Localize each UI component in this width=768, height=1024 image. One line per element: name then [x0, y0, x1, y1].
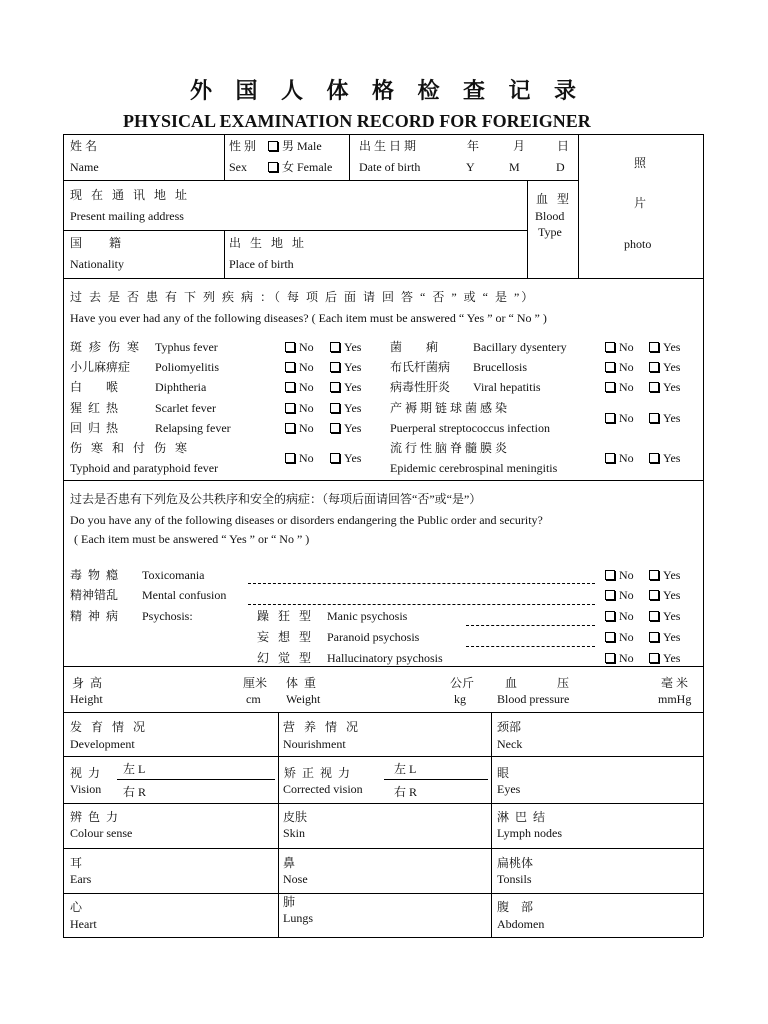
bp-label-en: Blood pressure: [497, 692, 570, 706]
no-label: No: [619, 568, 634, 582]
checkbox-icon: [330, 453, 340, 463]
answer-line: [248, 604, 595, 605]
disease-label-en: Puerperal streptococcus infection: [390, 421, 550, 435]
no-label: No: [619, 340, 634, 354]
eyes-label-en: Eyes: [497, 782, 521, 796]
checkbox-icon: [649, 342, 659, 352]
bp-label-zh1: 血: [505, 676, 518, 690]
yes-label: Yes: [663, 360, 681, 374]
checkbox-icon: [605, 382, 615, 392]
yes-checkbox[interactable]: [649, 588, 680, 602]
dob-day: D: [556, 160, 565, 174]
disease-label-en: Viral hepatitis: [473, 380, 541, 394]
disorder-label-en: Mental confusion: [142, 588, 227, 602]
yes-label: Yes: [663, 588, 681, 602]
answer-line: [466, 625, 595, 626]
checkbox-icon: [330, 423, 340, 433]
development-label-zh: 发 育 情 况: [70, 720, 149, 734]
nose-label-en: Nose: [283, 872, 308, 886]
checkbox-icon: [605, 362, 615, 372]
sex-male-option[interactable]: [268, 139, 322, 153]
yes-label: Yes: [663, 651, 681, 665]
bp-unit-zh: 毫 米: [661, 676, 689, 690]
checkbox-icon: [605, 653, 615, 663]
no-checkbox[interactable]: [605, 609, 634, 623]
tonsils-label-zh: 扁桃体: [497, 856, 534, 870]
height-unit: cm: [246, 692, 261, 706]
checkbox-icon: [605, 453, 615, 463]
name-label-zh: 姓名: [70, 139, 101, 153]
no-label: No: [299, 451, 314, 465]
ears-label-zh: 耳: [70, 856, 83, 870]
checkbox-icon: [330, 403, 340, 413]
no-checkbox[interactable]: [605, 630, 634, 644]
photo-label-en: photo: [624, 237, 652, 251]
corrected-vision-label-zh: 矫 正 视 力: [284, 766, 351, 780]
yes-checkbox[interactable]: [330, 401, 361, 415]
no-checkbox[interactable]: [605, 651, 634, 665]
dob-month: M: [509, 160, 520, 174]
no-label: No: [619, 609, 634, 623]
yes-checkbox[interactable]: [330, 451, 361, 465]
section1-heading-zh: 过 去 是 否 患 有 下 列 疾 病 ：（ 每 项 后 面 请 回 答 “ 否 ” 或 “ 是 ”）: [70, 290, 536, 304]
nationality-label-zh: 国 籍: [70, 236, 124, 250]
disease-label-zh: 布氏杆菌病: [390, 360, 451, 374]
no-label: No: [619, 588, 634, 602]
blood-type-label-zh: 血 型: [536, 192, 573, 206]
disease-label-en: Diphtheria: [155, 380, 207, 394]
disease-label-zh: 小儿麻痹症: [70, 360, 131, 374]
no-label: No: [619, 411, 634, 425]
yes-label: Yes: [344, 401, 362, 415]
answer-line: [248, 583, 595, 584]
checkbox-icon: [605, 413, 615, 423]
vision-left: 左 L: [123, 762, 146, 776]
no-checkbox[interactable]: [285, 451, 314, 465]
disease-label-zh: 产 褥 期 链 球 菌 感 染: [390, 401, 508, 415]
title-english: PHYSICAL EXAMINATION RECORD FOR FOREIGNER: [123, 111, 591, 131]
nourishment-label-en: Nourishment: [283, 737, 346, 751]
disease-label-en: Typhus fever: [155, 340, 218, 354]
weight-label-en: Weight: [286, 692, 321, 706]
yes-checkbox[interactable]: [330, 360, 361, 374]
tonsils-label-en: Tonsils: [497, 872, 532, 886]
yes-label: Yes: [663, 630, 681, 644]
psychosis-type-en: Paranoid psychosis: [327, 630, 420, 644]
dob-label-zh: 出生日期: [359, 139, 420, 153]
no-label: No: [299, 401, 314, 415]
disorder-label-en: Psychosis:: [142, 609, 193, 623]
yes-checkbox[interactable]: [649, 609, 680, 623]
photo-label-zh2: 片: [634, 196, 647, 210]
section2-heading-en2: ( Each item must be answered “ Yes ” or “ No ” ): [74, 532, 310, 546]
no-label: No: [619, 380, 634, 394]
disorder-label-zh: 精 神 病: [70, 609, 119, 623]
corrected-vision-divider: [384, 779, 488, 780]
checkbox-icon: [605, 570, 615, 580]
no-checkbox[interactable]: [605, 411, 634, 425]
no-checkbox[interactable]: [605, 588, 634, 602]
nourishment-label-zh: 营 养 情 况: [283, 720, 362, 734]
yes-checkbox[interactable]: [649, 380, 680, 394]
no-checkbox[interactable]: [605, 380, 634, 394]
corrected-vision-left: 左 L: [394, 762, 417, 776]
disease-label-en: Epidemic cerebrospinal meningitis: [390, 461, 558, 475]
checkbox-icon: [285, 453, 295, 463]
dob-day-zh: 日: [557, 139, 570, 153]
checkbox-icon: [285, 403, 295, 413]
section2-heading-en1: Do you have any of the following diseases or disorders endangering the Public order and security?: [70, 513, 543, 527]
disorder-label-en: Toxicomania: [142, 568, 205, 582]
sex-female-option[interactable]: [268, 160, 332, 174]
yes-checkbox[interactable]: [330, 380, 361, 394]
checkbox-icon: [285, 382, 295, 392]
checkbox-icon: [605, 632, 615, 642]
address-label-en: Present mailing address: [70, 209, 184, 223]
title-chinese: 外 国 人 体 格 检 查 记 录: [190, 78, 586, 103]
checkbox-icon: [649, 570, 659, 580]
blood-type-label-en1: Blood: [535, 209, 565, 223]
no-checkbox[interactable]: [605, 340, 634, 354]
development-label-en: Development: [70, 737, 135, 751]
sex-female-label: 女 Female: [282, 160, 333, 174]
height-unit-zh: 厘米: [243, 676, 268, 690]
disorder-label-zh: 毒 物 瘾: [70, 568, 119, 582]
checkbox-icon: [330, 362, 340, 372]
checkbox-icon: [649, 382, 659, 392]
yes-label: Yes: [344, 340, 362, 354]
disorder-label-zh: 精神错乱: [70, 588, 119, 602]
no-checkbox[interactable]: [285, 380, 314, 394]
ears-label-en: Ears: [70, 872, 92, 886]
lungs-label-zh: 肺: [283, 895, 296, 909]
yes-checkbox[interactable]: [649, 651, 680, 665]
weight-label-zh: 体 重: [286, 676, 317, 690]
checkbox-icon: [285, 362, 295, 372]
corrected-vision-label-en: Corrected vision: [283, 782, 363, 796]
checkbox-icon: [330, 342, 340, 352]
checkbox-icon: [605, 611, 615, 621]
birthplace-label-en: Place of birth: [229, 257, 294, 271]
yes-label: Yes: [344, 380, 362, 394]
no-checkbox[interactable]: [285, 401, 314, 415]
bp-unit: mmHg: [658, 692, 692, 706]
yes-checkbox[interactable]: [649, 411, 680, 425]
yes-label: Yes: [663, 411, 681, 425]
disease-label-zh: 伤 寒 和 付 伤 寒: [70, 441, 188, 455]
neck-label-zh: 颈部: [497, 720, 522, 734]
lymph-nodes-label-zh: 淋 巴 结: [497, 810, 546, 824]
no-checkbox[interactable]: [605, 568, 634, 582]
disease-label-en: Bacillary dysentery: [473, 340, 567, 354]
weight-unit: kg: [454, 692, 466, 706]
heart-label-zh: 心: [70, 900, 83, 914]
yes-label: Yes: [663, 609, 681, 623]
eyes-label-zh: 眼: [497, 766, 510, 780]
yes-label: Yes: [344, 451, 362, 465]
sex-male-label: 男 Male: [282, 139, 322, 153]
yes-checkbox[interactable]: [649, 360, 680, 374]
disease-label-en: Brucellosis: [473, 360, 527, 374]
no-label: No: [299, 380, 314, 394]
no-label: No: [619, 630, 634, 644]
yes-checkbox[interactable]: [649, 630, 680, 644]
address-label-zh: 现 在 通 讯 地 址: [70, 188, 191, 202]
sex-label-zh: 性别: [229, 139, 260, 153]
height-label-en: Height: [70, 692, 103, 706]
height-label-zh: 身 高: [72, 676, 103, 690]
psychosis-type-en: Hallucinatory psychosis: [327, 651, 443, 665]
checkbox-icon: [605, 342, 615, 352]
yes-checkbox[interactable]: [649, 340, 680, 354]
checkbox-icon: [649, 632, 659, 642]
dob-year: Y: [466, 160, 475, 174]
checkbox-icon: [605, 590, 615, 600]
checkbox-icon: [649, 653, 659, 663]
no-checkbox[interactable]: [285, 360, 314, 374]
checkbox-icon: [649, 590, 659, 600]
colour-sense-label-zh: 辨 色 力: [70, 810, 119, 824]
checkbox-icon: [649, 413, 659, 423]
weight-unit-zh: 公斤: [450, 676, 475, 690]
skin-label-zh: 皮肤: [283, 810, 308, 824]
disease-label-en: Typhoid and paratyphoid fever: [70, 461, 219, 475]
no-label: No: [619, 451, 634, 465]
answer-line: [466, 646, 595, 647]
photo-label-zh1: 照: [634, 156, 647, 170]
no-label: No: [299, 340, 314, 354]
lungs-label-en: Lungs: [283, 911, 313, 925]
checkbox-icon: [649, 362, 659, 372]
no-checkbox[interactable]: [285, 340, 314, 354]
corrected-vision-right: 右 R: [394, 785, 418, 799]
abdomen-label-en: Abdomen: [497, 917, 545, 931]
dob-month-zh: 月: [513, 139, 526, 153]
abdomen-label-zh: 腹 部: [497, 900, 534, 914]
yes-checkbox[interactable]: [649, 451, 680, 465]
checkbox-icon: [285, 342, 295, 352]
disease-label-zh: 猩 红 热: [70, 401, 119, 415]
checkbox-icon: [330, 382, 340, 392]
disease-label-zh: 斑 疹 伤 寒: [70, 340, 142, 354]
no-label: No: [299, 360, 314, 374]
colour-sense-label-en: Colour sense: [70, 826, 133, 840]
disease-label-zh: 菌 痢: [390, 340, 439, 354]
heart-label-en: Heart: [70, 917, 97, 931]
yes-checkbox[interactable]: [330, 421, 361, 435]
yes-label: Yes: [344, 421, 362, 435]
yes-label: Yes: [663, 340, 681, 354]
no-checkbox[interactable]: [605, 360, 634, 374]
disease-label-zh: 病毒性肝炎: [390, 380, 451, 394]
no-label: No: [619, 360, 634, 374]
disease-label-en: Scarlet fever: [155, 401, 216, 415]
neck-label-en: Neck: [497, 737, 523, 751]
vision-label-en: Vision: [70, 782, 102, 796]
disease-label-en: Poliomyelitis: [155, 360, 220, 374]
disease-label-en: Relapsing fever: [155, 421, 231, 435]
no-checkbox[interactable]: [605, 451, 634, 465]
vision-right: 右 R: [123, 785, 147, 799]
vision-divider: [117, 779, 275, 780]
disease-label-zh: 白 喉: [70, 380, 119, 394]
checkbox-icon: [268, 141, 278, 151]
checkbox-icon: [285, 423, 295, 433]
dob-year-zh: 年: [467, 139, 480, 153]
skin-label-en: Skin: [283, 826, 306, 840]
nationality-label-en: Nationality: [70, 257, 124, 271]
birthplace-label-zh: 出 生 地 址: [229, 236, 308, 250]
yes-label: Yes: [344, 360, 362, 374]
name-label-en: Name: [70, 160, 99, 174]
no-label: No: [619, 651, 634, 665]
checkbox-icon: [649, 453, 659, 463]
no-label: No: [299, 421, 314, 435]
checkbox-icon: [268, 162, 278, 172]
vision-label-zh: 视 力: [70, 766, 101, 780]
checkbox-icon: [649, 611, 659, 621]
disease-label-zh: 流 行 性 脑 脊 髓 膜 炎: [390, 441, 508, 455]
psychosis-type-zh: 躁 狂 型: [257, 609, 315, 623]
bp-label-zh2: 压: [557, 676, 570, 690]
lymph-nodes-label-en: Lymph nodes: [497, 826, 562, 840]
section2-heading-zh: 过去是否患有下列危及公共秩序和安全的病症：（每项后面请回答“否”或“是”）: [70, 492, 482, 506]
sex-label-en: Sex: [229, 160, 247, 174]
yes-checkbox[interactable]: [330, 340, 361, 354]
no-checkbox[interactable]: [285, 421, 314, 435]
yes-label: Yes: [663, 568, 681, 582]
section1-heading-en: Have you ever had any of the following diseases? ( Each item must be answered “ Yes ” or “ No ” ): [70, 311, 547, 325]
psychosis-type-zh: 妄 想 型: [257, 630, 315, 644]
yes-label: Yes: [663, 451, 681, 465]
yes-label: Yes: [663, 380, 681, 394]
dob-label-en: Date of birth: [359, 160, 421, 174]
psychosis-type-en: Manic psychosis: [327, 609, 408, 623]
yes-checkbox[interactable]: [649, 568, 680, 582]
nose-label-zh: 鼻: [283, 856, 296, 870]
blood-type-label-en2: Type: [538, 225, 562, 239]
disease-label-zh: 回 归 热: [70, 421, 119, 435]
psychosis-type-zh: 幻 觉 型: [257, 651, 315, 665]
